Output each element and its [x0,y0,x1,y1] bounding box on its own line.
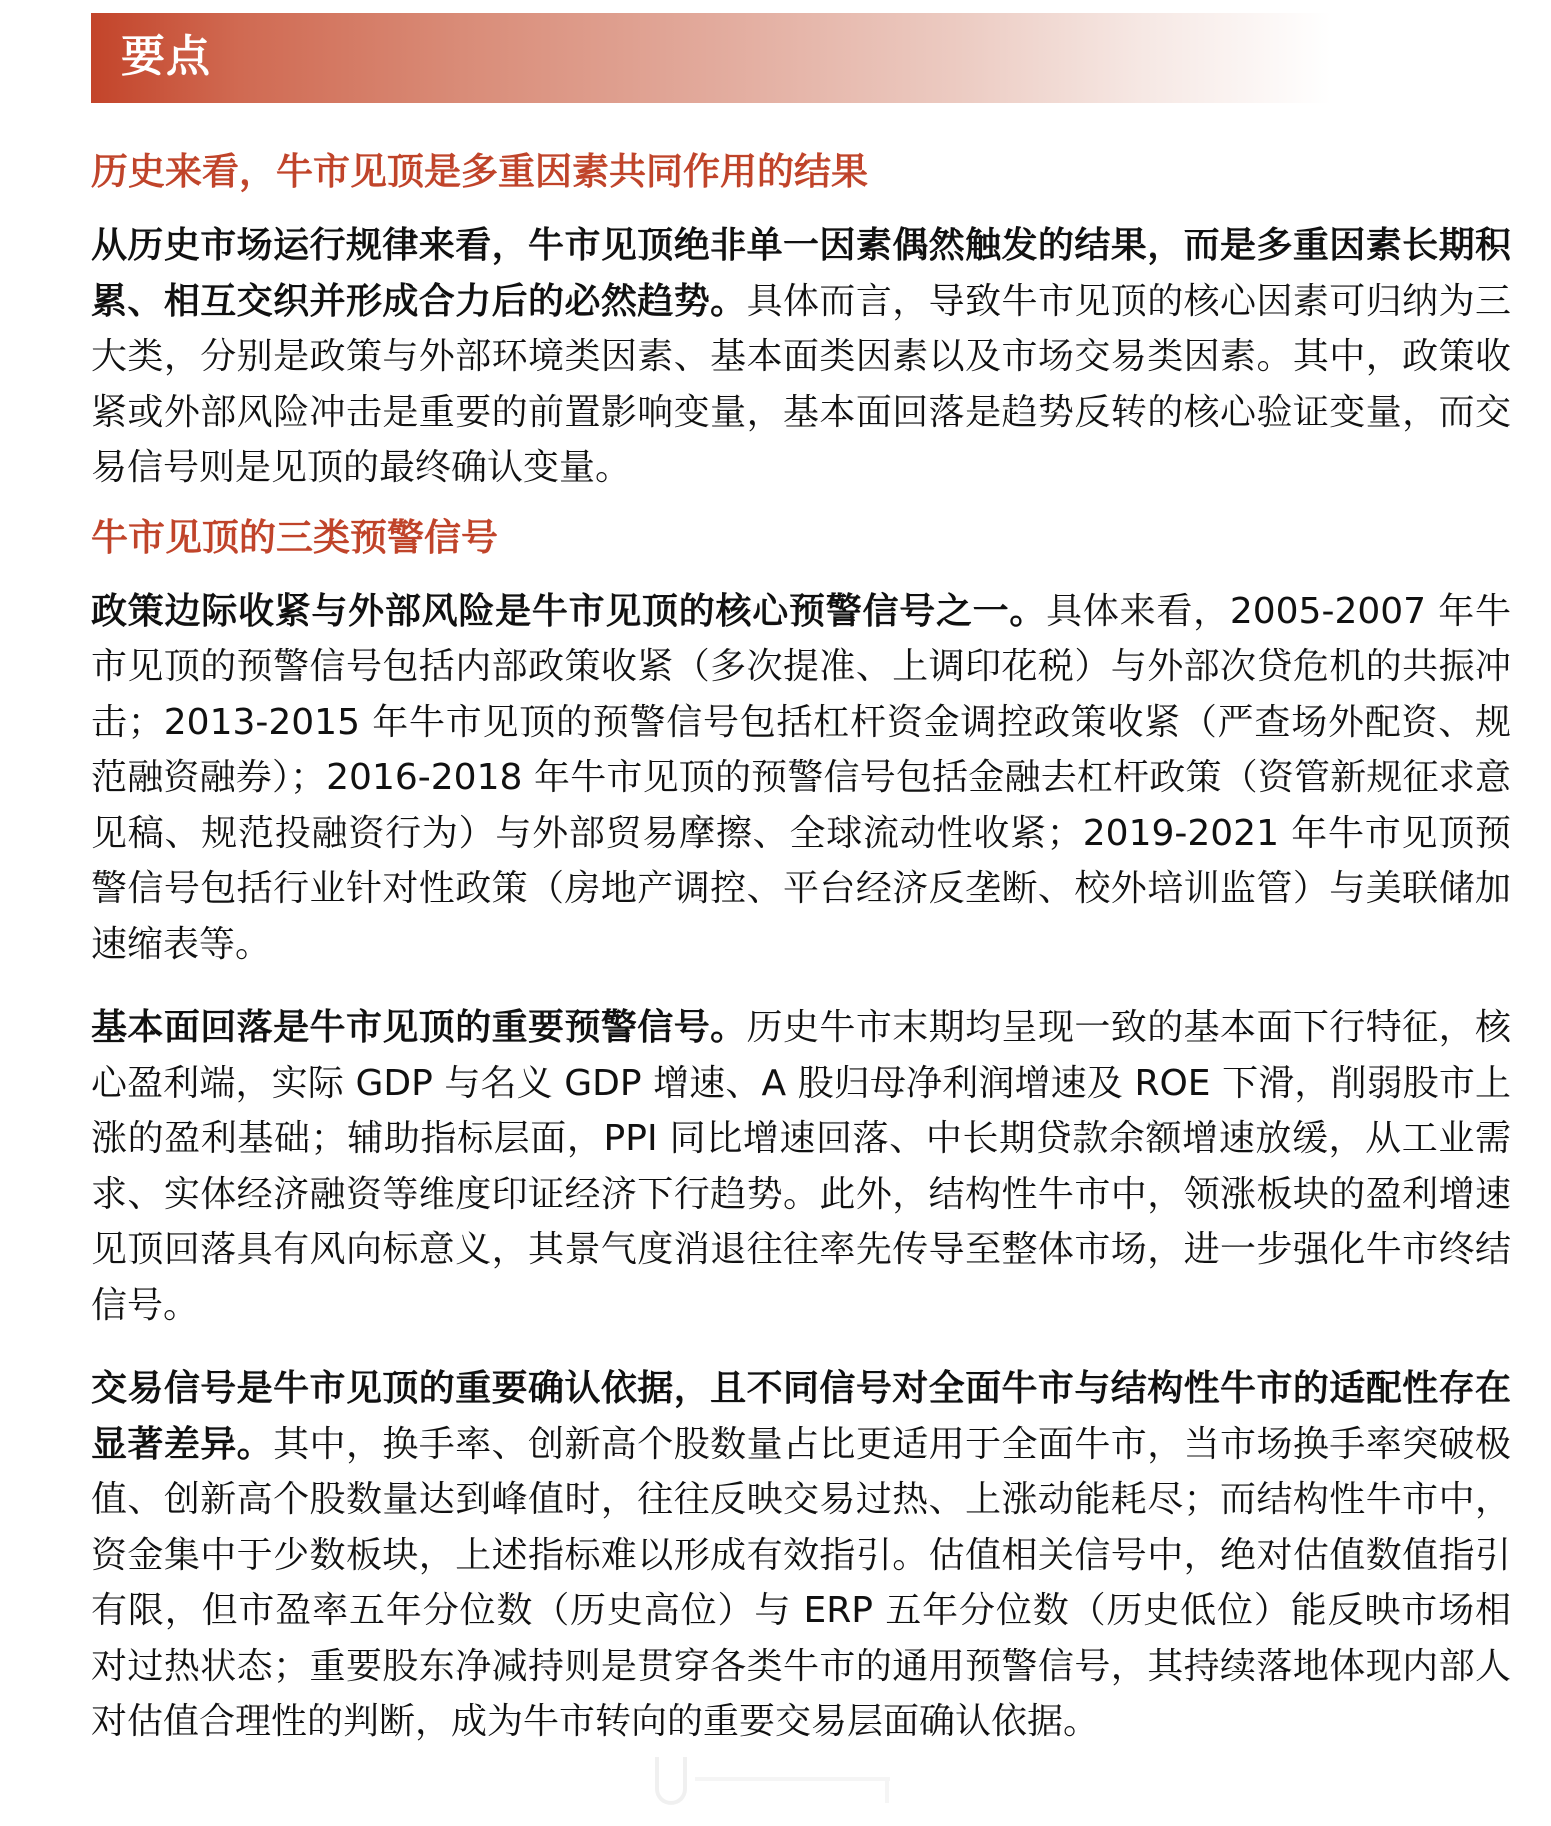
key-points-banner [91,13,1331,103]
paragraph-lead: 交易信号是牛市见顶的重要确认依据，且不同信号对全面牛市与结构性牛市的适配性存在显著差异。 [91,1368,1511,1465]
paragraph-lead: 政策边际收紧与外部风险是牛市见顶的核心预警信号之一。 [91,590,1047,632]
spacer [91,496,1511,512]
watermark-bar-shape [695,1777,890,1781]
paragraph-lead: 基本面回落是牛市见顶的重要预警信号。 [91,1007,747,1048]
paragraph-body: 历史牛市末期均呈现一致的基本面下行特征，核心盈利端，实际 GDP 与名义 GDP 增速、A 股归母净利润增速及 ROE 下滑，削弱股市上涨的盈利基础；辅助指标层面，PPI 同比增速回落、中长期贷款余额增速放缓，从工业需求、实体经济融资等维度印证经济下行趋势。此外，结构性牛市中，领涨板块的盈利增速见顶回落具有风向标意义，其景气度消退往往率先传导至整体市场，进一步强化牛市终结信号。 [91,1007,1511,1326]
banner-title: 要点 [121,31,211,82]
section-heading-three-warning-signals: 牛市见顶的三类预警信号 [91,515,498,559]
watermark-tail-shape [885,1777,889,1803]
paragraph-policy-signals [91,584,1511,973]
paragraph-body: 具体来看，2005-2007 年牛市见顶的预警信号包括内部政策收紧（多次提准、上调印花税）与外部次贷危机的共振冲击；2013-2015 年牛市见顶的预警信号包括杠杆资金调控政策收紧（严查场外配资、规范融资融券）；2016-2018 年牛市见顶的预警信号包括金融去杠杆政策（资管新规征求意见稿、规范投融资行为）与外部贸易摩擦、全球流动性收紧；2019-2021 年牛市见顶预警信号包括行业针对性政策（房地产调控、平台经济反垄断、校外培训监管）与美联储加速缩表等。 [91,590,1511,965]
paragraph-multi-factor-overview [91,218,1511,496]
watermark-logo-icon [655,1757,895,1809]
paragraph-body: 其中，换手率、创新高个股数量占比更适用于全面牛市，当市场换手率突破极值、创新高个股数量达到峰值时，往往反映交易过热、上涨动能耗尽；而结构性牛市中，资金集中于少数板块，上述指标难以形成有效指引。估值相关信号中，绝对估值数值指引有限，但市盈率五年分位数（历史高位）与 ERP 五年分位数（历史低位）能反映市场相对过热状态；重要股东净减持则是贯穿各类牛市的通用预警信号，其持续落地体现内部人对估值合理性的判断，成为牛市转向的重要交易层面确认依据。 [91,1423,1511,1742]
section-heading-bull-market-top-causes: 历史来看，牛市见顶是多重因素共同作用的结果 [91,150,868,193]
paragraph-body: 具体而言，导致牛市见顶的核心因素可归纳为三大类，分别是政策与外部环境类因素、基本面类因素以及市场交易类因素。其中，政策收紧或外部风险冲击是重要的前置影响变量，基本面回落是趋势反转的核心验证变量，而交易信号则是见顶的最终确认变量。 [91,280,1511,488]
paragraph-lead: 从历史市场运行规律来看，牛市见顶绝非单一因素偶然触发的结果，而是多重因素长期积累、相互交织并形成合力后的必然趋势。 [91,225,1511,322]
article-body [91,146,1511,1750]
watermark-cup-shape [655,1757,687,1805]
paragraph-trading-signals [91,1361,1511,1750]
paragraph-fundamental-signals [91,1000,1511,1333]
